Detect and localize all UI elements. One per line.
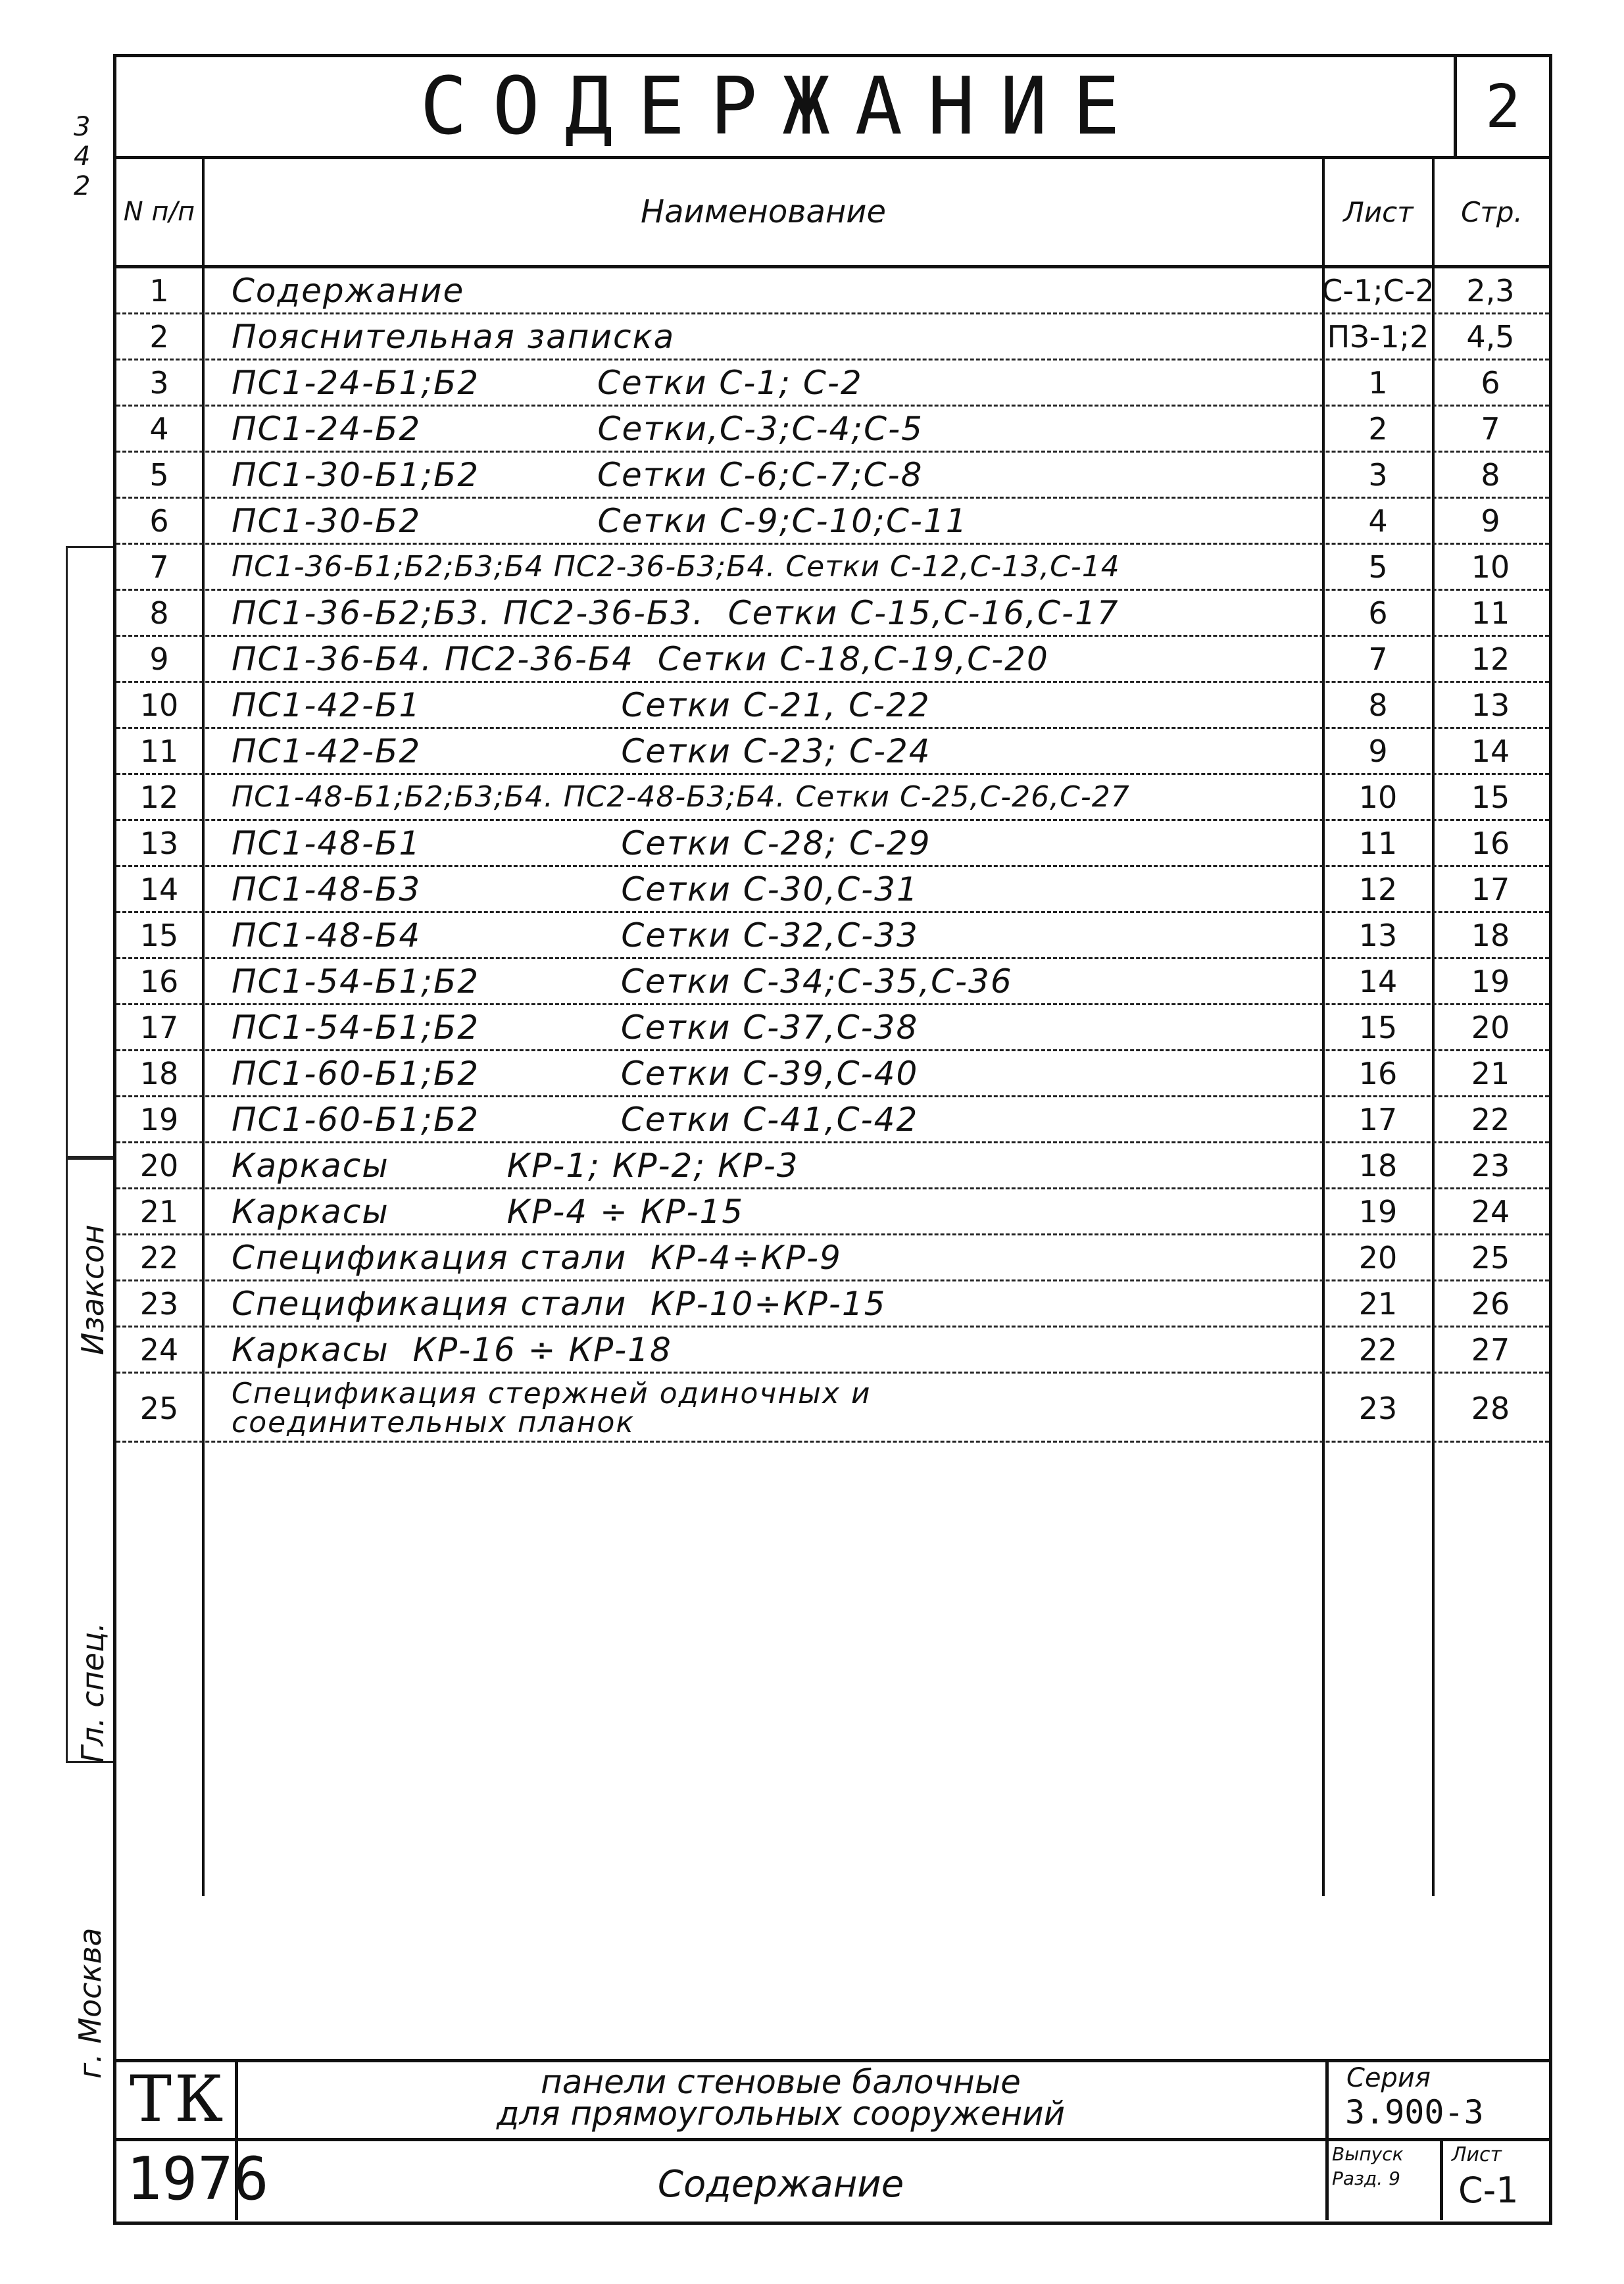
row-name: ПС1-36-Б1;Б2;Б3;Б4 ПС2-36-Б3;Б4. Сетки С-12,С-13,С-14: [232, 550, 1120, 583]
row-sheet: 21: [1358, 1285, 1398, 1322]
row-page: 25: [1471, 1239, 1510, 1276]
table-row: [116, 1328, 1549, 1374]
row-name: ПС1-42-Б2 Сетки С-23; С-24: [232, 732, 931, 770]
table-row: [116, 407, 1549, 453]
page-title: СОДЕРЖАНИЕ: [420, 61, 1145, 153]
table-row: [116, 729, 1549, 775]
project-name-line1: панели стеновые балочные: [541, 2063, 1021, 2101]
row-number: 16: [139, 963, 179, 999]
row-page: 20: [1471, 1009, 1510, 1045]
table-row: [116, 1374, 1549, 1443]
row-sheet: 15: [1358, 1009, 1398, 1045]
table-row: [116, 913, 1549, 959]
row-number: 2: [149, 318, 169, 355]
row-page: 21: [1471, 1055, 1510, 1091]
row-sheet: 4: [1368, 503, 1388, 539]
row-name: Каркасы КР-16 ÷ КР-18: [232, 1330, 672, 1369]
row-name: ПС1-48-Б1;Б2;Б3;Б4. ПС2-48-Б3;Б4. Сетки С-25,С-26,С-27: [232, 780, 1130, 814]
row-page: 27: [1471, 1331, 1510, 1368]
row-name: ПС1-54-Б1;Б2 Сетки С-34;С-35,С-36: [232, 962, 1013, 1001]
row-number: 12: [139, 779, 179, 815]
table-row: [116, 821, 1549, 867]
row-page: 10: [1471, 549, 1510, 585]
row-name: ПС1-24-Б1;Б2 Сетки С-1; С-2: [232, 363, 863, 402]
drawing-title: Содержание: [657, 2163, 904, 2206]
row-sheet: 17: [1358, 1101, 1398, 1137]
row-name: ПС1-36-Б2;Б3. ПС2-36-Б3. Сетки С-15,С-16,С-17: [232, 593, 1120, 632]
row-page: 24: [1471, 1193, 1510, 1229]
margin-role-label: Гл. спец.: [75, 1622, 111, 1763]
table-row: [116, 683, 1549, 729]
table-row: [116, 1051, 1549, 1097]
row-page: 28: [1471, 1390, 1510, 1426]
table-row: [116, 637, 1549, 683]
margin-city: г. Москва: [72, 1927, 108, 2079]
row-number: 3: [149, 364, 169, 401]
row-name: ПС1-30-Б2 Сетки С-9;С-10;С-11: [232, 501, 968, 540]
row-page: 11: [1471, 595, 1510, 631]
row-number: 25: [139, 1390, 179, 1426]
table-header: [116, 159, 1549, 268]
row-sheet: 1: [1368, 364, 1388, 401]
row-number: 15: [139, 917, 179, 953]
title-block-divider-right: [1325, 2059, 1329, 2220]
row-page: 7: [1481, 410, 1500, 447]
row-name: Пояснительная записка: [232, 317, 676, 356]
table-row: [116, 1281, 1549, 1328]
issue-label: Выпуск: [1332, 2143, 1404, 2165]
row-name: ПС1-30-Б1;Б2 Сетки С-6;С-7;С-8: [232, 455, 923, 494]
margin-mark-3: 2: [74, 171, 91, 201]
series-label: Серия: [1346, 2063, 1431, 2093]
row-page: 9: [1481, 503, 1500, 539]
row-sheet: 9: [1368, 733, 1388, 769]
row-page: 22: [1471, 1101, 1510, 1137]
row-page: 19: [1471, 963, 1510, 999]
table-row: [116, 1097, 1549, 1143]
title-block-top-line: [116, 2059, 1549, 2062]
row-number: 1: [149, 272, 169, 309]
row-name: [232, 1374, 1422, 1443]
sheet-label: Лист: [1452, 2143, 1502, 2166]
row-sheet: 5: [1368, 549, 1388, 585]
row-page: 2,3: [1466, 272, 1515, 309]
row-name: ПС1-60-Б1;Б2 Сетки С-39,С-40: [232, 1054, 919, 1093]
row-sheet: 3: [1368, 457, 1388, 493]
row-name: ПС1-48-Б1 Сетки С-28; С-29: [232, 824, 931, 862]
row-sheet: 18: [1358, 1147, 1398, 1183]
header-page: Стр.: [1461, 195, 1523, 228]
contents-table: [116, 159, 1549, 1896]
row-number: 21: [139, 1193, 179, 1229]
row-sheet: 19: [1358, 1193, 1398, 1229]
table-row: [116, 314, 1549, 360]
row-number: 9: [149, 641, 169, 677]
table-row: [116, 1005, 1549, 1051]
row-name-line1: Спецификация стержней одиночных и: [232, 1376, 872, 1410]
row-number: 24: [139, 1331, 179, 1368]
row-number: 18: [139, 1055, 179, 1091]
table-row: [116, 775, 1549, 821]
org-code: ТК: [130, 2062, 226, 2136]
row-sheet: 2: [1368, 410, 1388, 447]
row-page: 13: [1471, 687, 1510, 723]
table-row: [116, 499, 1549, 545]
row-name: ПС1-54-Б1;Б2 Сетки С-37,С-38: [232, 1008, 919, 1047]
row-page: 17: [1471, 871, 1510, 907]
row-name: ПС1-24-Б2 Сетки,С-3;С-4;С-5: [232, 409, 923, 448]
row-page: 15: [1471, 779, 1510, 815]
row-name: Каркасы КР-4 ÷ КР-15: [232, 1192, 745, 1231]
row-name: ПС1-48-Б4 Сетки С-32,С-33: [232, 916, 919, 955]
header-list: Лист: [1343, 195, 1414, 228]
row-number: 22: [139, 1239, 179, 1276]
row-number: 6: [149, 503, 169, 539]
row-name-line2: соединительных планок: [232, 1405, 635, 1439]
row-number: 11: [139, 733, 179, 769]
row-sheet: 8: [1368, 687, 1388, 723]
row-name: ПС1-60-Б1;Б2 Сетки С-41,С-42: [232, 1100, 919, 1139]
row-sheet: ПЗ-1;2: [1327, 318, 1429, 355]
title-block-divider-sheet: [1440, 2138, 1443, 2220]
row-number: 20: [139, 1147, 179, 1183]
table-row: [116, 959, 1549, 1005]
row-number: 7: [149, 549, 169, 585]
margin-signature-name: Изаксон: [75, 1224, 111, 1355]
row-sheet: 20: [1358, 1239, 1398, 1276]
row-number: 19: [139, 1101, 179, 1137]
row-name: ПС1-42-Б1 Сетки С-21, С-22: [232, 685, 931, 724]
row-number: 23: [139, 1285, 179, 1322]
header-num: N п/п: [123, 197, 195, 227]
row-number: 13: [139, 825, 179, 861]
row-number: 8: [149, 595, 169, 631]
row-sheet: 13: [1358, 917, 1398, 953]
table-row: [116, 1235, 1549, 1281]
page-number: 2: [1454, 57, 1549, 156]
table-row: [116, 453, 1549, 499]
row-name: ПС1-48-Б3 Сетки С-30,С-31: [232, 870, 919, 908]
row-page: 6: [1481, 364, 1500, 401]
row-number: 4: [149, 410, 169, 447]
table-row: [116, 591, 1549, 637]
row-name: ПС1-36-Б4. ПС2-36-Б4 Сетки С-18,С-19,С-20: [232, 639, 1049, 678]
margin-mark-1: 3: [74, 112, 91, 142]
row-number: 17: [139, 1009, 179, 1045]
row-page: 14: [1471, 733, 1510, 769]
row-page: 26: [1471, 1285, 1510, 1322]
row-page: 4,5: [1466, 318, 1515, 355]
table-row: [116, 360, 1549, 407]
row-sheet: 23: [1358, 1390, 1398, 1426]
table-row: [116, 867, 1549, 913]
series-value: 3.900-3: [1345, 2093, 1484, 2131]
row-name: Каркасы КР-1; КР-2; КР-3: [232, 1146, 799, 1185]
margin-mark-2: 4: [74, 141, 91, 172]
row-page: 23: [1471, 1147, 1510, 1183]
header-name: Наименование: [640, 193, 886, 230]
margin-stamp-cell-upper: [66, 546, 116, 1158]
table-row: [116, 1143, 1549, 1189]
table-row: [116, 1189, 1549, 1235]
row-sheet: 10: [1358, 779, 1398, 815]
title-block: [116, 2059, 1549, 2223]
row-sheet: 16: [1358, 1055, 1398, 1091]
row-sheet: 7: [1368, 641, 1388, 677]
row-number: 10: [139, 687, 179, 723]
row-sheet: 22: [1358, 1331, 1398, 1368]
row-page: 12: [1471, 641, 1510, 677]
table-row: [116, 268, 1549, 314]
row-sheet: 6: [1368, 595, 1388, 631]
row-name: Спецификация стали КР-4÷КР-9: [232, 1238, 842, 1277]
row-sheet: 12: [1358, 871, 1398, 907]
row-number: 14: [139, 871, 179, 907]
row-page: 18: [1471, 917, 1510, 953]
row-page: 8: [1481, 457, 1500, 493]
row-sheet: 14: [1358, 963, 1398, 999]
row-sheet: 11: [1358, 825, 1398, 861]
row-name: Содержание: [232, 271, 465, 310]
year: 1976: [126, 2145, 269, 2214]
row-sheet: С-1;С-2: [1321, 272, 1435, 309]
title-block-mid-line: [116, 2138, 1549, 2141]
row-number: 5: [149, 457, 169, 493]
row-name: Спецификация стали КР-10÷КР-15: [232, 1284, 887, 1323]
sheet-value: С-1: [1458, 2170, 1519, 2211]
row-page: 16: [1471, 825, 1510, 861]
project-name-line2: для прямоугольных сооружений: [496, 2095, 1066, 2133]
issue-value: Разд. 9: [1332, 2168, 1400, 2189]
table-row: [116, 545, 1549, 591]
